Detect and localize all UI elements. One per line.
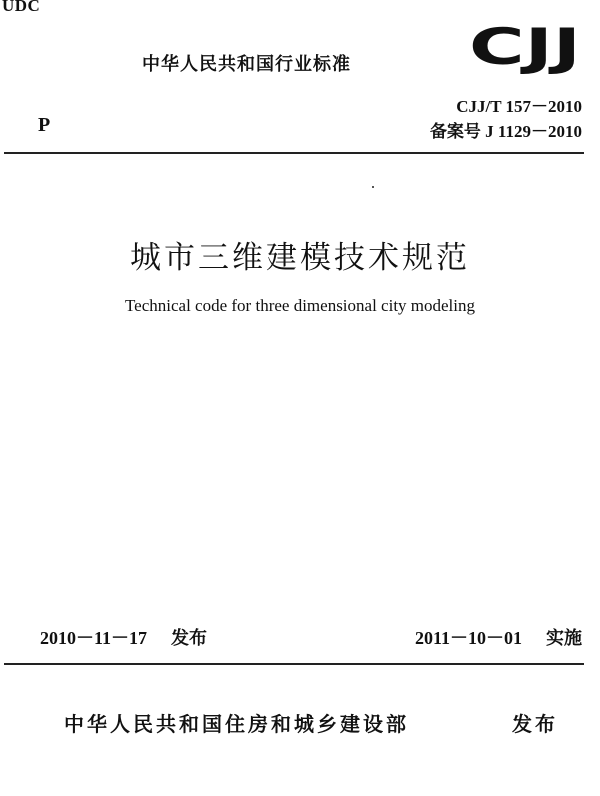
cjj-logo-text: CJJ (469, 18, 581, 76)
industry-standard-heading: 中华人民共和国行业标准 (142, 54, 351, 75)
standard-number: CJJ/T 157－2010 (456, 97, 582, 116)
bottom-divider (4, 663, 584, 665)
print-speck (372, 186, 374, 188)
top-divider (4, 152, 584, 154)
issue-label: 发布 (171, 628, 208, 648)
publish-label: 发布 (512, 712, 558, 736)
issuing-ministry: 中华人民共和国住房和城乡建设部 (64, 712, 409, 736)
cjj-logo (466, 12, 584, 78)
implement-date-line (415, 624, 582, 650)
classification-letter: P (38, 114, 51, 136)
record-number: 备案号 J 1129－2010 (429, 122, 582, 141)
udc-label: UDC (2, 0, 41, 15)
implement-label: 实施 (546, 628, 582, 648)
title-english: Technical code for three dimensional city modeling (124, 296, 476, 315)
issue-date-line (40, 624, 207, 650)
issue-date: 2010－11－17 (40, 628, 148, 648)
implement-date: 2011－10－01 (414, 628, 522, 648)
title-chinese: 城市三维建模技术规范 (130, 240, 470, 276)
